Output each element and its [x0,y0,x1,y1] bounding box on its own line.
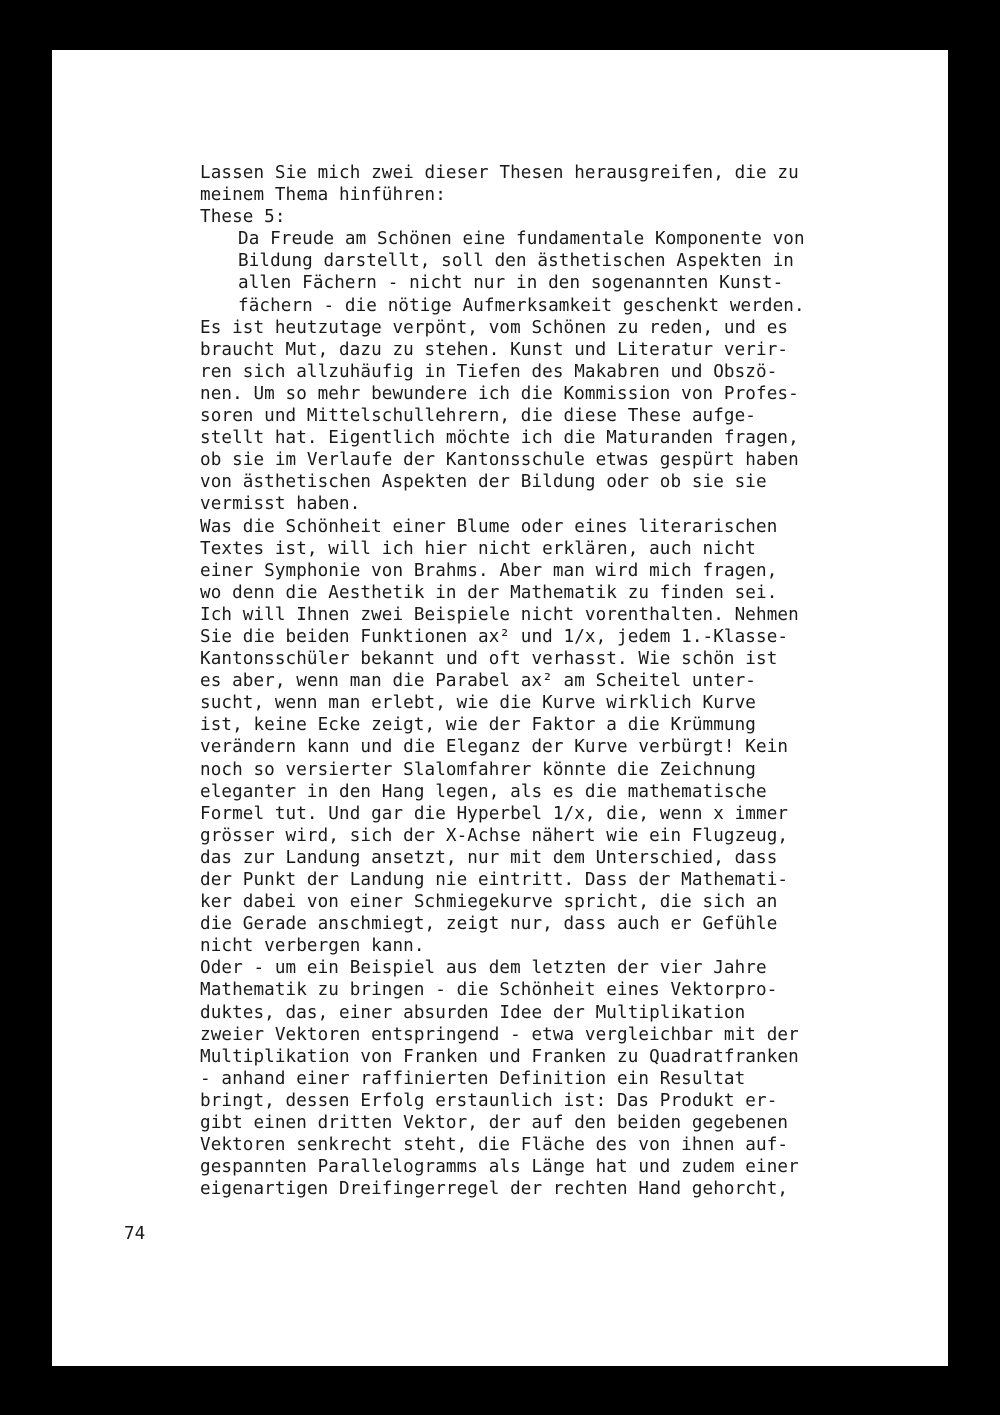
text-line: eleganter in den Hang legen, als es die mathematische [200,781,767,802]
text-line: Es ist heutzutage verpönt, vom Schönen zu reden, und es [200,317,789,338]
text-line: These 5: [200,207,286,228]
text-line: Vektoren senkrecht steht, die Fläche des von ihnen auf- [200,1135,789,1156]
text-line: meinem Thema hinführen: [200,185,446,206]
text-line: noch so versierter Slalomfahrer könnte die Zeichnung [200,759,757,780]
text-line: Formel tut. Und gar die Hyperbel 1/x, die, wenn x immer [200,803,789,824]
text-line: gespannten Parallelogramms als Länge hat und zudem einer [200,1157,799,1178]
text-line: Sie die beiden Funktionen ax² und 1/x, jedem 1.-Klasse- [200,626,789,647]
text-line: es aber, wenn man die Parabel ax² am Scheitel unter- [200,671,757,692]
document-page [52,50,948,1366]
text-line: duktes, das, einer absurden Idee der Multiplikation [200,1002,746,1023]
text-line: - anhand einer raffinierten Definition ein Resultat [200,1068,746,1089]
text-line: von ästhetischen Aspekten der Bildung oder ob sie sie [200,472,767,493]
text-line: Oder - um ein Beispiel aus dem letzten der vier Jahre [200,958,767,979]
text-line: ob sie im Verlaufe der Kantonsschule etwas gespürt haben [200,450,799,471]
text-line: Da Freude am Schönen eine fundamentale Komponente von [238,229,805,250]
text-line: Lassen Sie mich zwei dieser Thesen herausgreifen, die zu [200,163,799,183]
text-line: Kantonsschüler bekannt und oft verhasst. Wie schön ist [200,649,778,670]
text-line: allen Fächern - nicht nur in den sogenannten Kunst- [238,273,784,294]
text-line: sucht, wenn man erlebt, wie die Kurve wirklich Kurve [200,693,757,714]
text-line: das zur Landung ansetzt, nur mit dem Unterschied, dass [200,847,778,868]
text-line: grösser wird, sich der X-Achse nähert wie ein Flugzeug, [200,825,789,846]
text-line: fächern - die nötige Aufmerksamkeit geschenkt werden. [238,295,805,316]
text-line: nen. Um so mehr bewundere ich die Kommission von Profes- [200,383,799,404]
text-line: ren sich allzuhäufig in Tiefen des Makabren und Obszö- [200,361,778,382]
text-line: wo denn die Aesthetik in der Mathematik zu finden sei. [200,582,778,603]
text-line: ist, keine Ecke zeigt, wie der Faktor a die Krümmung [200,715,757,736]
text-line: vermisst haben. [200,494,361,515]
text-line: braucht Mut, dazu zu stehen. Kunst und Literatur verir- [200,339,789,360]
text-line: Multiplikation von Franken und Franken zu Quadratfranken [200,1046,799,1067]
text-line: Textes ist, will ich hier nicht erklären, auch nicht [200,538,757,559]
text-line: ker dabei von einer Schmiegekurve spricht, die sich an [200,892,778,913]
text-line: gibt einen dritten Vektor, der auf den beiden gegebenen [200,1113,789,1134]
text-line: soren und Mittelschullehrern, die diese These aufge- [200,406,757,427]
text-line: bringt, dessen Erfolg erstaunlich ist: Das Produkt er- [200,1090,778,1111]
text-line: der Punkt der Landung nie eintritt. Dass der Mathemati- [200,870,789,890]
text-line: einer Symphonie von Brahms. Aber man wird mich fragen, [200,560,778,581]
text-line: Bildung darstellt, soll den ästhetischen Aspekten in [238,251,795,272]
body-text [200,162,960,1200]
text-line: zweier Vektoren entspringend - etwa vergleichbar mit der [200,1024,799,1045]
text-line: Mathematik zu bringen - die Schönheit eines Vektorpro- [200,980,778,1001]
text-line: nicht verbergen kann. [200,936,425,957]
text-line: Ich will Ihnen zwei Beispiele nicht vorenthalten. Nehmen [200,604,799,625]
page-number: 74 [124,1224,146,1244]
text-line: Was die Schönheit einer Blume oder eines literarischen [200,516,778,537]
text-line: eigenartigen Dreifingerregel der rechten Hand gehorcht, [200,1179,789,1200]
text-line: stellt hat. Eigentlich möchte ich die Maturanden fragen, [200,428,799,449]
text-line: verändern kann und die Eleganz der Kurve verbürgt! Kein [200,737,789,758]
text-line: die Gerade anschmiegt, zeigt nur, dass auch er Gefühle [200,914,778,935]
